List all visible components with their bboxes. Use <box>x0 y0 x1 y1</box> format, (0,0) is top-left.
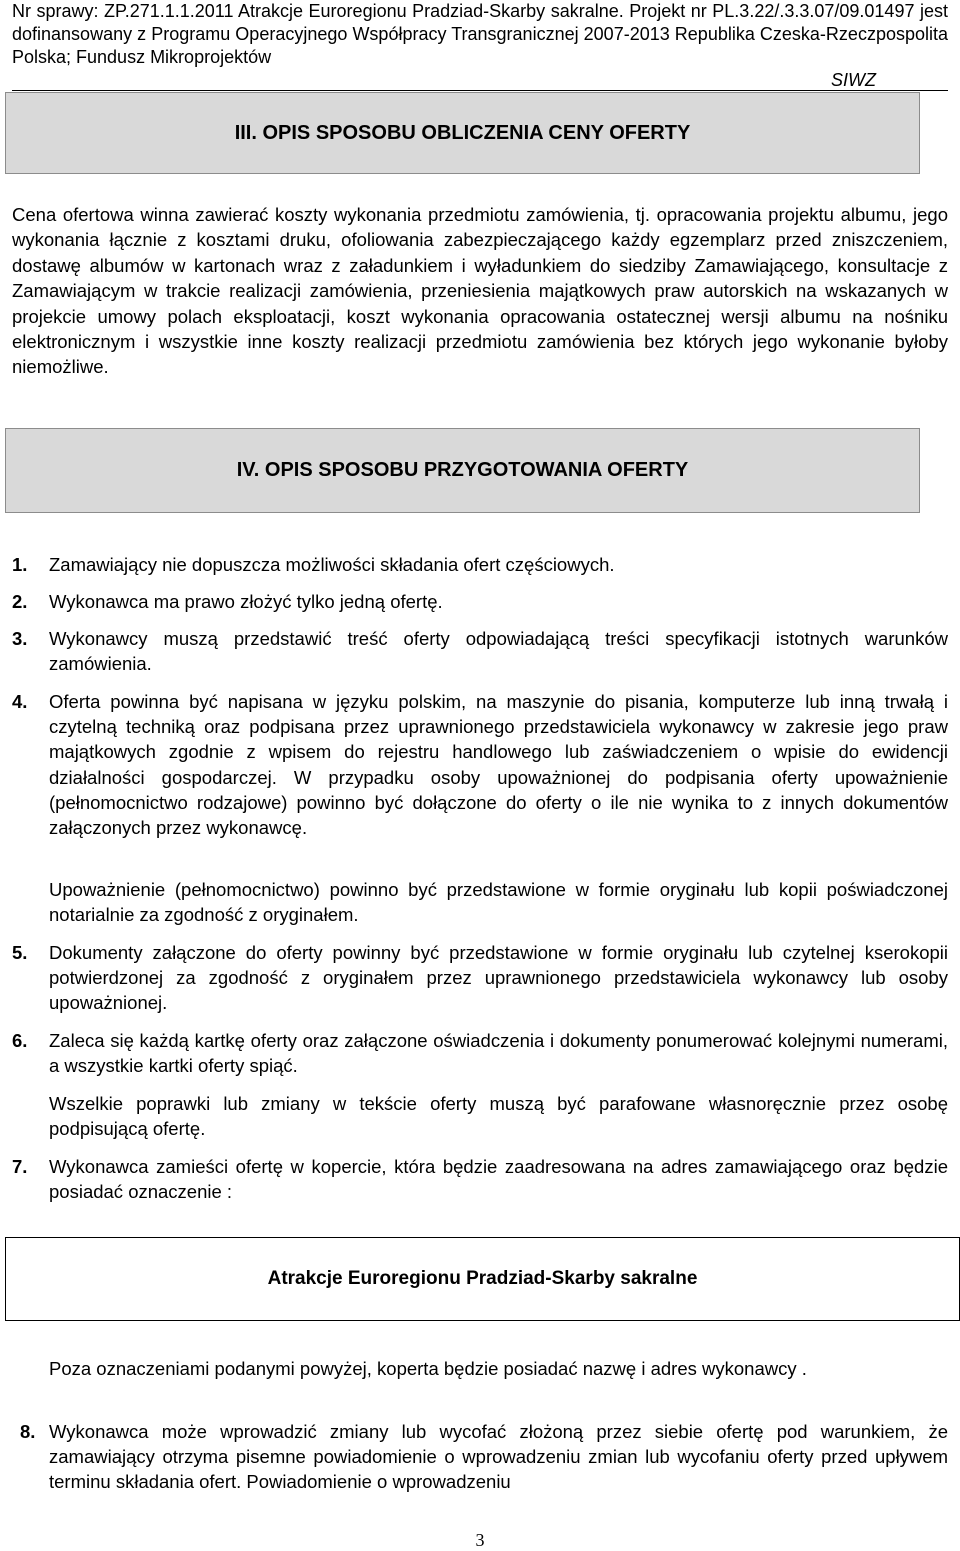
list-item-text: Upoważnienie (pełnomocnictwo) powinno być przedstawione w formie oryginału lub kopii poświadczonej notarialnie za zgodność z oryginałem. <box>49 879 948 926</box>
section-3-title: III. OPIS SPOSOBU OBLICZENIA CENY OFERTY <box>234 121 691 144</box>
list-item-text: Wszelkie poprawki lub zmiany w tekście oferty muszą być parafowane własnoręcznie przez osobę podpisującą ofertę. <box>49 1093 948 1140</box>
document-header: Nr sprawy: ZP.271.1.1.2011 Atrakcje Euroregionu Pradziad-Skarby sakralne. Projekt nr PL.3.22/.3.3.07/09.01497 jest dofinansowany z Programu Operacyjnego Współpracy Transgranicznej 2007-2013 Republika Czeska-Rzeczpospolita Polska; Fundusz Mikroprojektów <box>12 1 948 67</box>
list-item-4 <box>12 689 948 840</box>
list-item-3 <box>12 626 948 676</box>
envelope-label: Atrakcje Euroregionu Pradziad-Skarby sakralne <box>267 1268 698 1289</box>
list-item-8 <box>12 1419 948 1495</box>
list-item-text: Poza oznaczeniami podanymi powyżej, koperta będzie posiadać nazwę i adres wykonawcy . <box>49 1358 807 1379</box>
list-item-text: Dokumenty załączone do oferty powinny być przedstawione w formie oryginału lub czytelnej kserokopii potwierdzonej za zgodność z oryginałem przez uprawnionego przedstawiciela wykonawcy lub osoby upoważnionej. <box>49 942 948 1014</box>
page-number: 3 <box>475 1530 485 1550</box>
list-item-number: 3. <box>12 628 28 649</box>
list-item-text: Zamawiający nie dopuszcza możliwości składania ofert częściowych. <box>49 554 615 575</box>
list-item-text: Wykonawca może wprowadzić zmiany lub wycofać złożoną przez siebie ofertę pod warunkiem, że zamawiający otrzyma pisemne powiadomienie o wprowadzeniu zmian lub wycofaniu oferty przed upływem terminu składania ofert. Powiadomienie o wprowadzeniu <box>49 1421 948 1493</box>
section-4-title: IV. OPIS SPOSOBU PRZYGOTOWANIA OFERTY <box>236 459 689 481</box>
list-item-6 <box>12 1028 948 1078</box>
list-item-text: Wykonawcy muszą przedstawić treść oferty odpowiadającą treści specyfikacji istotnych warunków zamówienia. <box>49 628 948 675</box>
list-item-number: 2. <box>12 591 28 612</box>
list-item-2 <box>12 589 948 614</box>
header-divider <box>12 90 948 91</box>
envelope-label-box <box>5 1237 960 1321</box>
list-item-6-note <box>12 1091 948 1141</box>
list-item-7 <box>12 1154 948 1204</box>
list-item-number: 1. <box>12 554 28 575</box>
list-item-number: 6. <box>12 1030 28 1051</box>
list-item-number: 5. <box>12 942 28 963</box>
section-3-body: Cena ofertowa winna zawierać koszty wykonania przedmiotu zamówienia, tj. opracowania projektu albumu, jego wykonania łącznie z kosztami druku, ofoliowania zabezpieczającego każdy egzemplarz przed zniszczeniem, dostawę albumów w kartonach wraz z załadunkiem i wyładunkiem do siedziby Zamawiającego, konsultacje z Zamawiającym w trakcie realizacji zamówienia, przeniesienia majątkowych praw autorskich na wskazanych w projekcie umowy polach eksploatacji, koszt wykonania opracowania ostatecznej wersji albumu na nośniku elektronicznym i wszystkie inne koszty realizacji przedmiotu zamówienia bez których jego wykonanie byłoby niemożliwe. <box>12 204 948 378</box>
list-item-number: 8. <box>20 1421 36 1442</box>
section-4-heading <box>5 428 920 513</box>
list-item-number: 4. <box>12 691 28 712</box>
list-item-text: Oferta powinna być napisana w języku polskim, na maszynie do pisania, komputerze lub inną trwałą i czytelną techniką oraz podpisana przez uprawnionego przedstawiciela wykonawcy w zakresie jego praw majątkowych zgodnie z wpisem do rejestru handlowego lub zaświadczeniem o wpisie do ewidencji działalności gospodarczej. W przypadku osoby upoważnionej do podpisania oferty upoważnienie (pełnomocnictwo rodzajowe) powinno być dołączone do oferty o ile nie wynika to z innych dokumentów załączonych przez wykonawcę. <box>49 691 948 839</box>
list-item-number: 7. <box>12 1156 28 1177</box>
list-item-1 <box>12 552 948 577</box>
list-item-5 <box>12 940 948 1016</box>
envelope-note <box>12 1356 948 1381</box>
list-item-text: Wykonawca ma prawo złożyć tylko jedną ofertę. <box>49 591 443 612</box>
section-3-heading <box>5 92 920 174</box>
list-item-text: Zaleca się każdą kartkę oferty oraz załączone oświadczenia i dokumenty ponumerować kolejnymi numerami, a wszystkie kartki oferty spiąć. <box>49 1030 948 1077</box>
siwz-label: SIWZ <box>831 70 876 90</box>
list-item-text: Wykonawca zamieści ofertę w kopercie, która będzie zaadresowana na adres zamawiającego oraz będzie posiadać oznaczenie : <box>49 1156 948 1203</box>
list-item-4-note <box>12 877 948 927</box>
